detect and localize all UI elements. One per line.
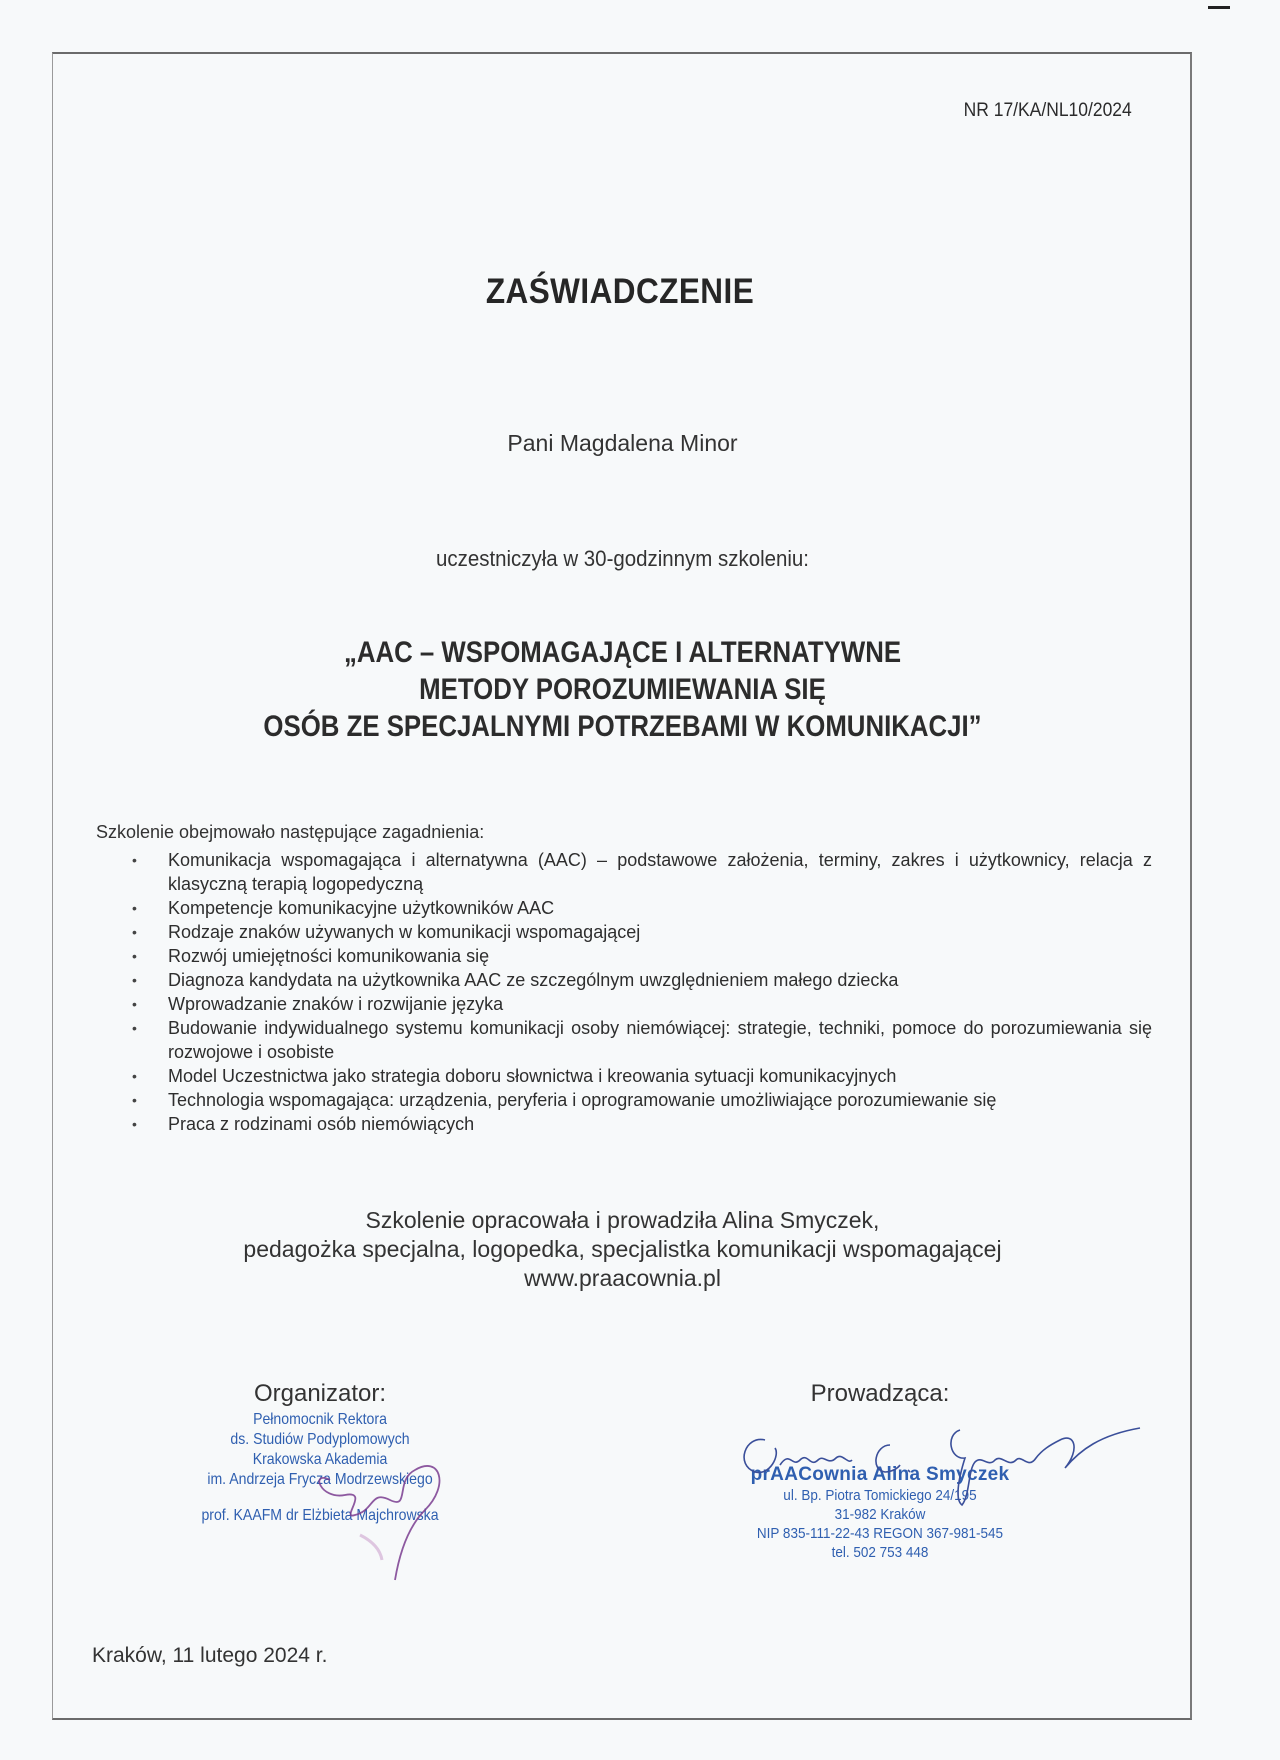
scan-corner-mark: [1208, 6, 1230, 9]
topic-item: [122, 1088, 1152, 1112]
participation-statement: uczestniczyła w 30-godzinnym szkoleniu:: [435, 546, 809, 571]
topic-text: Rozwój umiejętności komunikowania się: [168, 946, 490, 966]
bullet-icon: •: [132, 1068, 137, 1084]
bullet-icon: •: [132, 1020, 137, 1036]
bullet-icon: •: [132, 1092, 137, 1108]
course-title-line: OSÓB ZE SPECJALNYMI POTRZEBAMI W KOMUNIKACJI”: [263, 710, 982, 743]
topic-item: [122, 848, 1152, 896]
author-credentials: pedagożka specjalna, logopedka, specjalistka komunikacji wspomagającej: [243, 1236, 1002, 1262]
topic-item: [122, 1016, 1152, 1064]
lead-company: prAACownia Alina Smyczek: [750, 1464, 1010, 1485]
organizer-signature-icon: [300, 1440, 470, 1590]
stamp-line: 31-982 Kraków: [834, 1506, 926, 1523]
stamp-line: Pełnomocnik Rektora: [253, 1411, 387, 1428]
topic-item: [122, 1112, 1152, 1136]
course-title: [87, 634, 1158, 745]
document-number: NR 17/KA/NL10/2024: [963, 100, 1132, 121]
organizer-label: Organizator:: [253, 1380, 387, 1407]
bullet-icon: •: [132, 996, 137, 1012]
bullet-icon: •: [132, 948, 137, 964]
topic-item: [122, 944, 1152, 968]
lead-signature-icon: [720, 1410, 1160, 1510]
stamp-line: NIP 835-111-22-43 REGON 367-981-545: [756, 1525, 1004, 1542]
stamp-line: Krakowska Akademia: [252, 1451, 388, 1468]
bullet-icon: •: [132, 1116, 137, 1132]
topic-item: [122, 1064, 1152, 1088]
stamp-line: tel. 502 753 448: [831, 1544, 929, 1561]
topic-text: Komunikacja wspomagająca i alternatywna (AAC) – podstawowe założenia, terminy, zakres i użytkownicy, relacja z klasyczną terapią logopedyczną: [168, 850, 1152, 894]
author-info: [0, 1206, 1245, 1293]
recipient-name: Pani Magdalena Minor: [507, 430, 738, 456]
topic-text: Model Uczestnictwa jako strategia doboru słownictwa i kreowania sytuacji komunikacyjnych: [168, 1066, 897, 1086]
bullet-icon: •: [132, 972, 137, 988]
topic-item: [122, 920, 1152, 944]
topic-item: [122, 992, 1152, 1016]
topics-list: [122, 848, 1152, 1136]
document-title: ZAŚWIADCZENIE: [485, 272, 755, 311]
organizer-signer: prof. KAAFM dr Elżbieta Majchrowska: [201, 1507, 439, 1524]
topic-item: [122, 968, 1152, 992]
bullet-icon: •: [132, 852, 137, 868]
stamp-line: ds. Studiów Podyplomowych: [230, 1431, 410, 1448]
issue-date: Kraków, 11 lutego 2024 r.: [92, 1644, 328, 1667]
topic-text: Rodzaje znaków używanych w komunikacji wspomagającej: [168, 922, 641, 942]
topic-text: Kompetencje komunikacyjne użytkowników AAC: [168, 898, 555, 918]
stamp-line: im. Andrzeja Frycza Modrzewskiego: [207, 1471, 433, 1488]
topics-heading: Szkolenie obejmowało następujące zagadnienia:: [96, 822, 485, 842]
website-link[interactable]: www.praacownia.pl: [524, 1265, 721, 1291]
lead-label: Prowadząca:: [810, 1380, 950, 1407]
topic-item: [122, 896, 1152, 920]
topic-text: Budowanie indywidualnego systemu komunikacji osoby niemówiącej: strategie, techniki, pomoce do porozumiewania się rozwojowe i osobiste: [168, 1018, 1152, 1062]
course-title-line: METODY POROZUMIEWANIA SIĘ: [419, 673, 826, 706]
topic-text: Diagnoza kandydata na użytkownika AAC ze szczególnym uwzględnieniem małego dziecka: [168, 970, 899, 990]
bullet-icon: •: [132, 900, 137, 916]
topic-text: Technologia wspomagająca: urządzenia, peryferia i oprogramowanie umożliwiające porozumiewanie się: [168, 1090, 997, 1110]
bullet-icon: •: [132, 924, 137, 940]
stamp-line: ul. Bp. Piotra Tomickiego 24/195: [783, 1487, 977, 1504]
author-line: Szkolenie opracowała i prowadziła Alina Smyczek,: [365, 1207, 880, 1233]
course-title-line: „AAC – WSPOMAGAJĄCE I ALTERNATYWNE: [343, 636, 902, 669]
topic-text: Wprowadzanie znaków i rozwijanie języka: [168, 994, 504, 1014]
topic-text: Praca z rodzinami osób niemówiących: [168, 1114, 475, 1134]
